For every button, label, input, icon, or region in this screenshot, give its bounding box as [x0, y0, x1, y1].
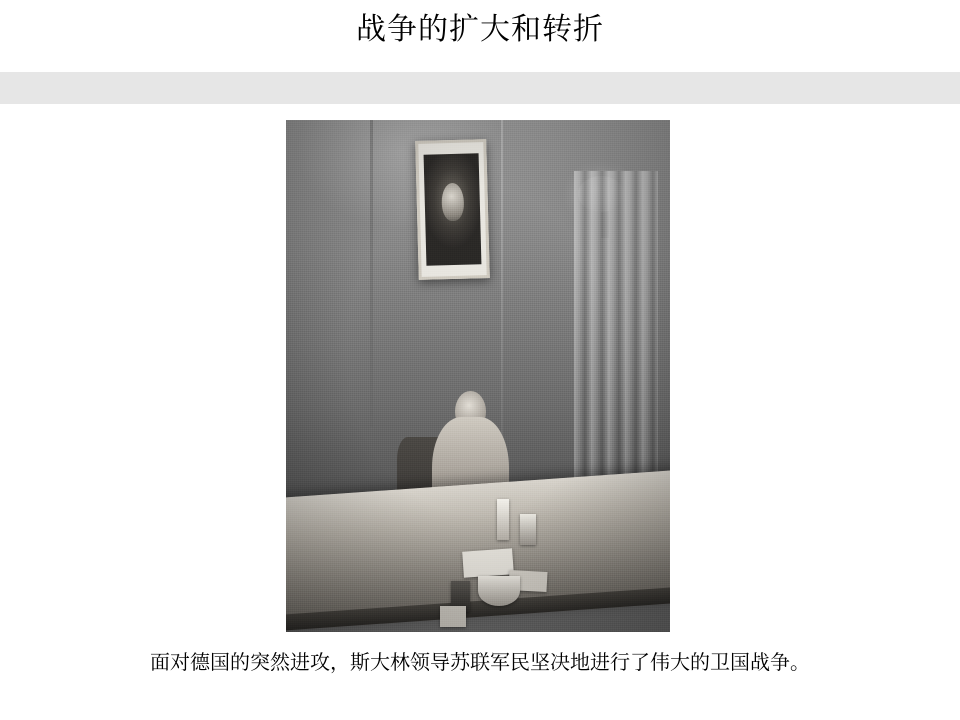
desk-blotter: [440, 606, 467, 626]
wall-portrait-image: [423, 153, 481, 266]
desk-glass-left: [497, 499, 509, 540]
wall-seam-right: [501, 120, 503, 458]
wall-portrait-head: [441, 183, 464, 222]
photo-canvas: [286, 120, 670, 632]
page-title: 战争的扩大和转折: [356, 13, 604, 46]
historical-photo: [286, 120, 670, 632]
title-divider: [0, 72, 960, 104]
desk-glass-right: [520, 514, 535, 545]
image-caption: 面对德国的突然进攻，斯大林领导苏联军民坚决地进行了伟大的卫国战争。: [150, 652, 810, 674]
wall-seam-left: [370, 120, 373, 427]
desk-paper-large: [462, 548, 514, 577]
wall-portrait-frame: [415, 140, 490, 281]
